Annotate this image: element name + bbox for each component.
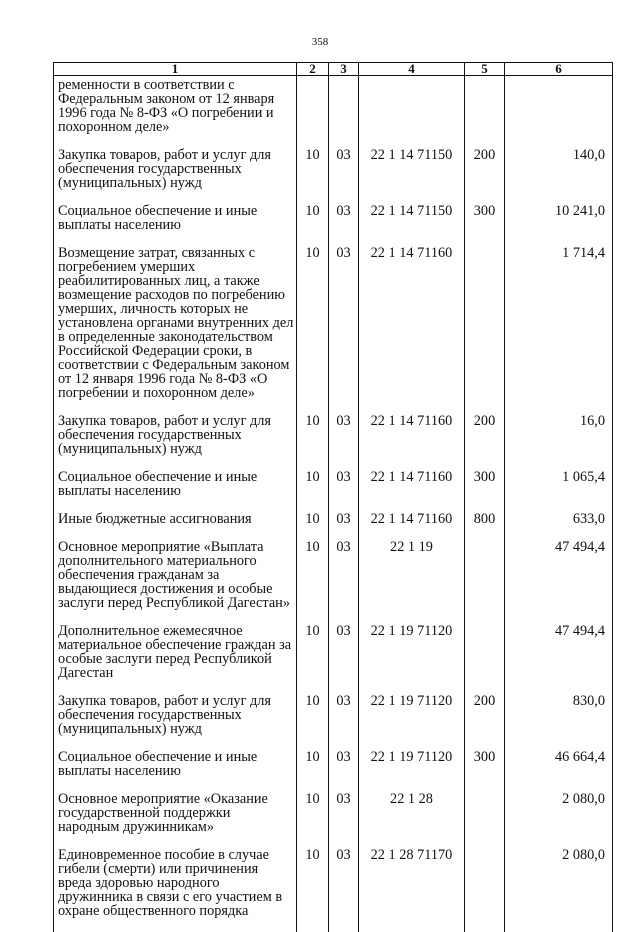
table-row [54,414,613,470]
cell-name: Дополнительное ежемесячное материальное обеспечение граждан за особые заслуги перед Республикой Дагестан [54,624,297,694]
cell-target-item: 22 1 28 71170 [359,848,465,932]
cell-subsection: 03 [329,246,359,414]
column-header-subsection: 3 [329,63,359,76]
cell-subsection: 03 [329,694,359,750]
cell-section: 10 [297,470,329,512]
cell-target-item [359,76,465,149]
table-row [54,76,613,149]
cell-expense-type: 300 [465,470,505,512]
cell-target-item: 22 1 14 71160 [359,470,465,512]
cell-subsection: 03 [329,792,359,848]
cell-section: 10 [297,246,329,414]
table-row [54,694,613,750]
cell-target-item: 22 1 14 71160 [359,246,465,414]
cell-expense-type: 800 [465,512,505,540]
cell-expense-type [465,624,505,694]
cell-name: Основное мероприятие «Оказание государственной поддержки народным дружинникам» [54,792,297,848]
table-row [54,750,613,792]
cell-amount [505,76,613,149]
cell-section: 10 [297,848,329,932]
cell-name: Закупка товаров, работ и услуг для обеспечения государственных (муниципальных) нужд [54,694,297,750]
cell-amount: 47 494,4 [505,624,613,694]
cell-amount: 46 664,4 [505,750,613,792]
cell-amount: 1 714,4 [505,246,613,414]
cell-name: Закупка товаров, работ и услуг для обеспечения государственных (муниципальных) нужд [54,414,297,470]
cell-name: Социальное обеспечение и иные выплаты населению [54,204,297,246]
cell-expense-type: 200 [465,414,505,470]
cell-target-item: 22 1 19 [359,540,465,624]
table-row [54,204,613,246]
cell-section: 10 [297,792,329,848]
cell-subsection: 03 [329,512,359,540]
cell-name: Основное мероприятие «Выплата дополнительного материального обеспечения гражданам за выдающиеся достижения и особые заслуги перед Республикой Дагестан» [54,540,297,624]
cell-subsection: 03 [329,848,359,932]
cell-section: 10 [297,750,329,792]
cell-expense-type: 300 [465,750,505,792]
cell-section: 10 [297,540,329,624]
cell-expense-type [465,76,505,149]
cell-name: Социальное обеспечение и иные выплаты населению [54,470,297,512]
cell-target-item: 22 1 19 71120 [359,694,465,750]
cell-name: Возмещение затрат, связанных с погребением умерших реабилитированных лиц, а также возмещение расходов по погребению умерших, личность которых не установлена органами внутренних дел в определенные законодательством Российской Федерации сроки, в соответствии с Федеральным законом от 12 января 1996 года № 8-ФЗ «О погребении и похоронном деле» [54,246,297,414]
cell-section: 10 [297,148,329,204]
cell-name: Социальное обеспечение и иные выплаты населению [54,750,297,792]
cell-section: 10 [297,414,329,470]
cell-target-item: 22 1 14 71160 [359,512,465,540]
cell-subsection: 03 [329,624,359,694]
cell-target-item: 22 1 19 71120 [359,624,465,694]
table-row [54,148,613,204]
table-row [54,624,613,694]
cell-section: 10 [297,694,329,750]
budget-table [53,62,613,932]
cell-subsection: 03 [329,414,359,470]
cell-expense-type: 200 [465,694,505,750]
cell-target-item: 22 1 14 71160 [359,414,465,470]
cell-target-item: 22 1 28 [359,792,465,848]
cell-subsection: 03 [329,750,359,792]
cell-target-item: 22 1 14 71150 [359,148,465,204]
cell-section [297,76,329,149]
table-row [54,246,613,414]
cell-subsection: 03 [329,148,359,204]
cell-expense-type: 300 [465,204,505,246]
table-row [54,470,613,512]
cell-name: ременности в соответствии с Федеральным законом от 12 января 1996 года № 8-ФЗ «О погребении и похоронном деле» [54,76,297,149]
cell-expense-type [465,848,505,932]
cell-target-item: 22 1 19 71120 [359,750,465,792]
cell-subsection [329,76,359,149]
cell-amount: 1 065,4 [505,470,613,512]
table-row [54,848,613,932]
cell-subsection: 03 [329,204,359,246]
cell-amount: 2 080,0 [505,792,613,848]
cell-name: Единовременное пособие в случае гибели (смерти) или причинения вреда здоровью народного дружинника в связи с его участием в охране общественного порядка [54,848,297,932]
cell-target-item: 22 1 14 71150 [359,204,465,246]
cell-amount: 47 494,4 [505,540,613,624]
column-header-amount: 6 [505,63,613,76]
cell-amount: 633,0 [505,512,613,540]
column-header-section: 2 [297,63,329,76]
table-header-row [54,63,613,76]
cell-expense-type [465,540,505,624]
cell-section: 10 [297,624,329,694]
table-row [54,792,613,848]
cell-expense-type [465,246,505,414]
cell-subsection: 03 [329,540,359,624]
cell-section: 10 [297,204,329,246]
cell-name: Закупка товаров, работ и услуг для обеспечения государственных (муниципальных) нужд [54,148,297,204]
column-header-expense-type: 5 [465,63,505,76]
table-body [54,76,613,932]
cell-amount: 16,0 [505,414,613,470]
cell-amount: 2 080,0 [505,848,613,932]
column-header-name: 1 [54,63,297,76]
cell-amount: 10 241,0 [505,204,613,246]
table-row [54,540,613,624]
cell-amount: 830,0 [505,694,613,750]
cell-expense-type: 200 [465,148,505,204]
cell-name: Иные бюджетные ассигнования [54,512,297,540]
cell-expense-type [465,792,505,848]
column-header-target-item: 4 [359,63,465,76]
page-number: 358 [0,36,640,48]
cell-subsection: 03 [329,470,359,512]
cell-section: 10 [297,512,329,540]
table-row [54,512,613,540]
cell-amount: 140,0 [505,148,613,204]
